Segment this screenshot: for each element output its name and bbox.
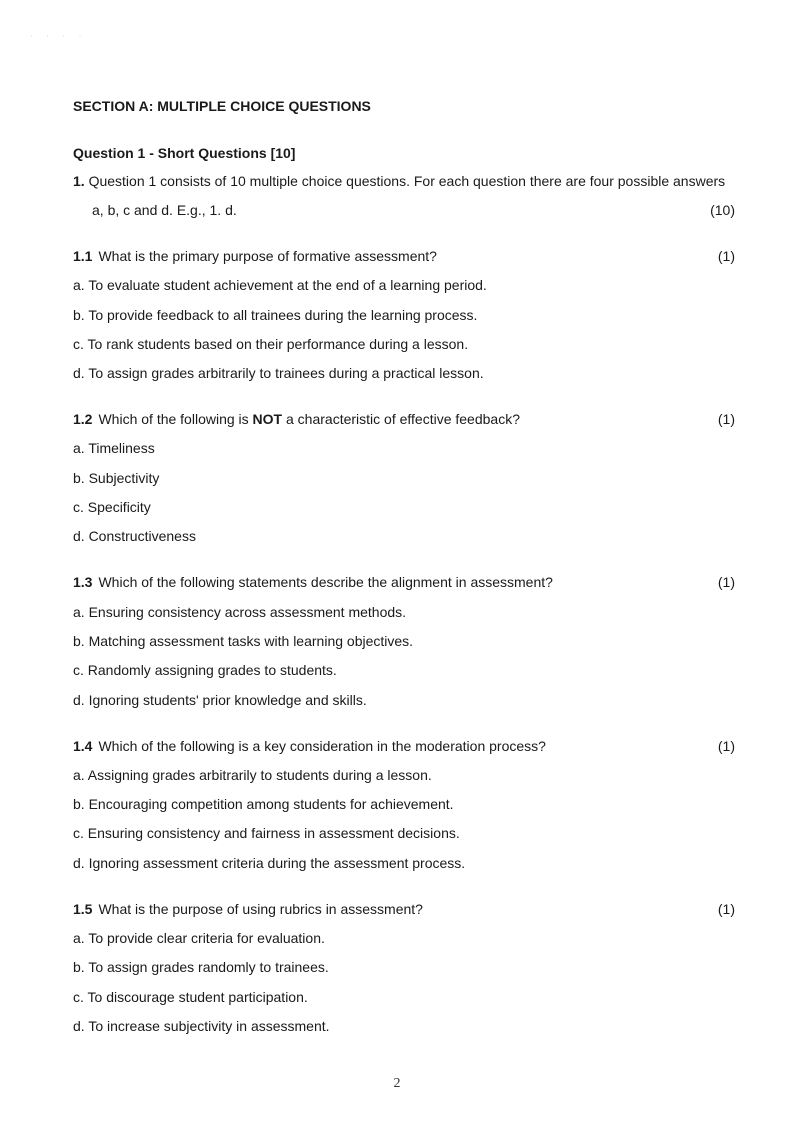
question-stem [73,572,735,592]
answer-option: a. Ensuring consistency across assessment methods. [73,603,407,620]
question-stem [73,899,735,919]
answer-option: a. Timeliness [73,440,155,457]
answer-option: a. To evaluate student achievement at the end of a learning period. [73,277,487,294]
question-marks: (1) [717,900,735,917]
question-text [73,899,423,919]
answer-option: b. Matching assessment tasks with learning objectives. [73,632,414,649]
question-text-part: Which of the following is a key consideration in the moderation process? [98,737,546,754]
question-number: 1.5 [73,900,93,917]
question-marks: (1) [717,411,735,428]
question-number: 1.1 [73,248,93,264]
question-marks: (1) [717,737,735,754]
question-number: 1.2 [73,411,93,428]
answer-option: a. Assigning grades arbitrarily to students during a lesson. [73,766,432,783]
instruction-number: 1. [73,173,85,189]
question-number: 1.4 [73,737,93,754]
answer-option: d. Constructiveness [73,528,196,545]
question-list [73,246,735,1036]
instruction-line-1 [73,171,735,191]
answer-option: c. To rank students based on their performance during a lesson. [73,335,469,352]
question-text [73,572,553,592]
page-number: 2 [393,1076,401,1091]
question-marks: (1) [717,574,735,591]
instruction-line-2 [73,200,735,220]
answer-option: c. Randomly assigning grades to students. [73,662,337,679]
question-text-part: Which of the following statements describe the alignment in assessment? [98,574,553,591]
question-item [73,409,735,546]
question-item [73,246,735,383]
answer-option: b. Subjectivity [73,469,160,486]
answer-option: d. To assign grades arbitrarily to trainees during a practical lesson. [73,365,484,382]
question-stem [73,409,735,429]
answer-option: b. Encouraging competition among students for achievement. [73,796,454,813]
answer-option: d. Ignoring assessment criteria during the assessment process. [73,854,466,871]
question-item [73,736,735,873]
question-number: 1.3 [73,574,93,591]
answer-option: d. Ignoring students' prior knowledge and skills. [73,691,367,708]
answer-option: b. To provide feedback to all trainees during the learning process. [73,306,478,323]
answer-option: a. To provide clear criteria for evaluation. [73,930,325,947]
section-title: SECTION A: MULTIPLE CHOICE QUESTIONS [73,98,371,114]
answer-option: b. To assign grades randomly to trainees. [73,959,329,976]
answer-option: c. To discourage student participation. [73,988,308,1005]
question-emphasis: NOT [252,411,283,428]
question-heading: Question 1 - Short Questions [10] [73,145,296,161]
question-item [73,899,735,1036]
question-item [73,572,735,709]
scan-artifact-marks: · · · · [30,33,88,40]
answer-option: d. To increase subjectivity in assessment. [73,1017,330,1034]
question-stem [73,246,735,266]
question-text-part: Which of the following is [98,411,253,428]
answer-option: c. Ensuring consistency and fairness in assessment decisions. [73,825,460,842]
question-text [73,736,546,756]
question-text-part: What is the primary purpose of formative assessment? [98,248,437,264]
answer-option: c. Specificity [73,499,151,516]
question-text-part: a characteristic of effective feedback? [282,411,520,428]
question-text-part: What is the purpose of using rubrics in assessment? [98,900,423,917]
instruction-marks: (10) [710,202,735,218]
question-text [73,246,437,266]
instruction-text: Question 1 consists of 10 multiple choice questions. For each question there are four possible answers [88,173,726,189]
question-marks: (1) [717,248,735,264]
question-stem [73,736,735,756]
instruction-example: a, b, c and d. E.g., 1. d. [92,202,237,218]
page-content [73,96,735,1036]
instruction [73,171,735,220]
question-text [73,409,520,429]
